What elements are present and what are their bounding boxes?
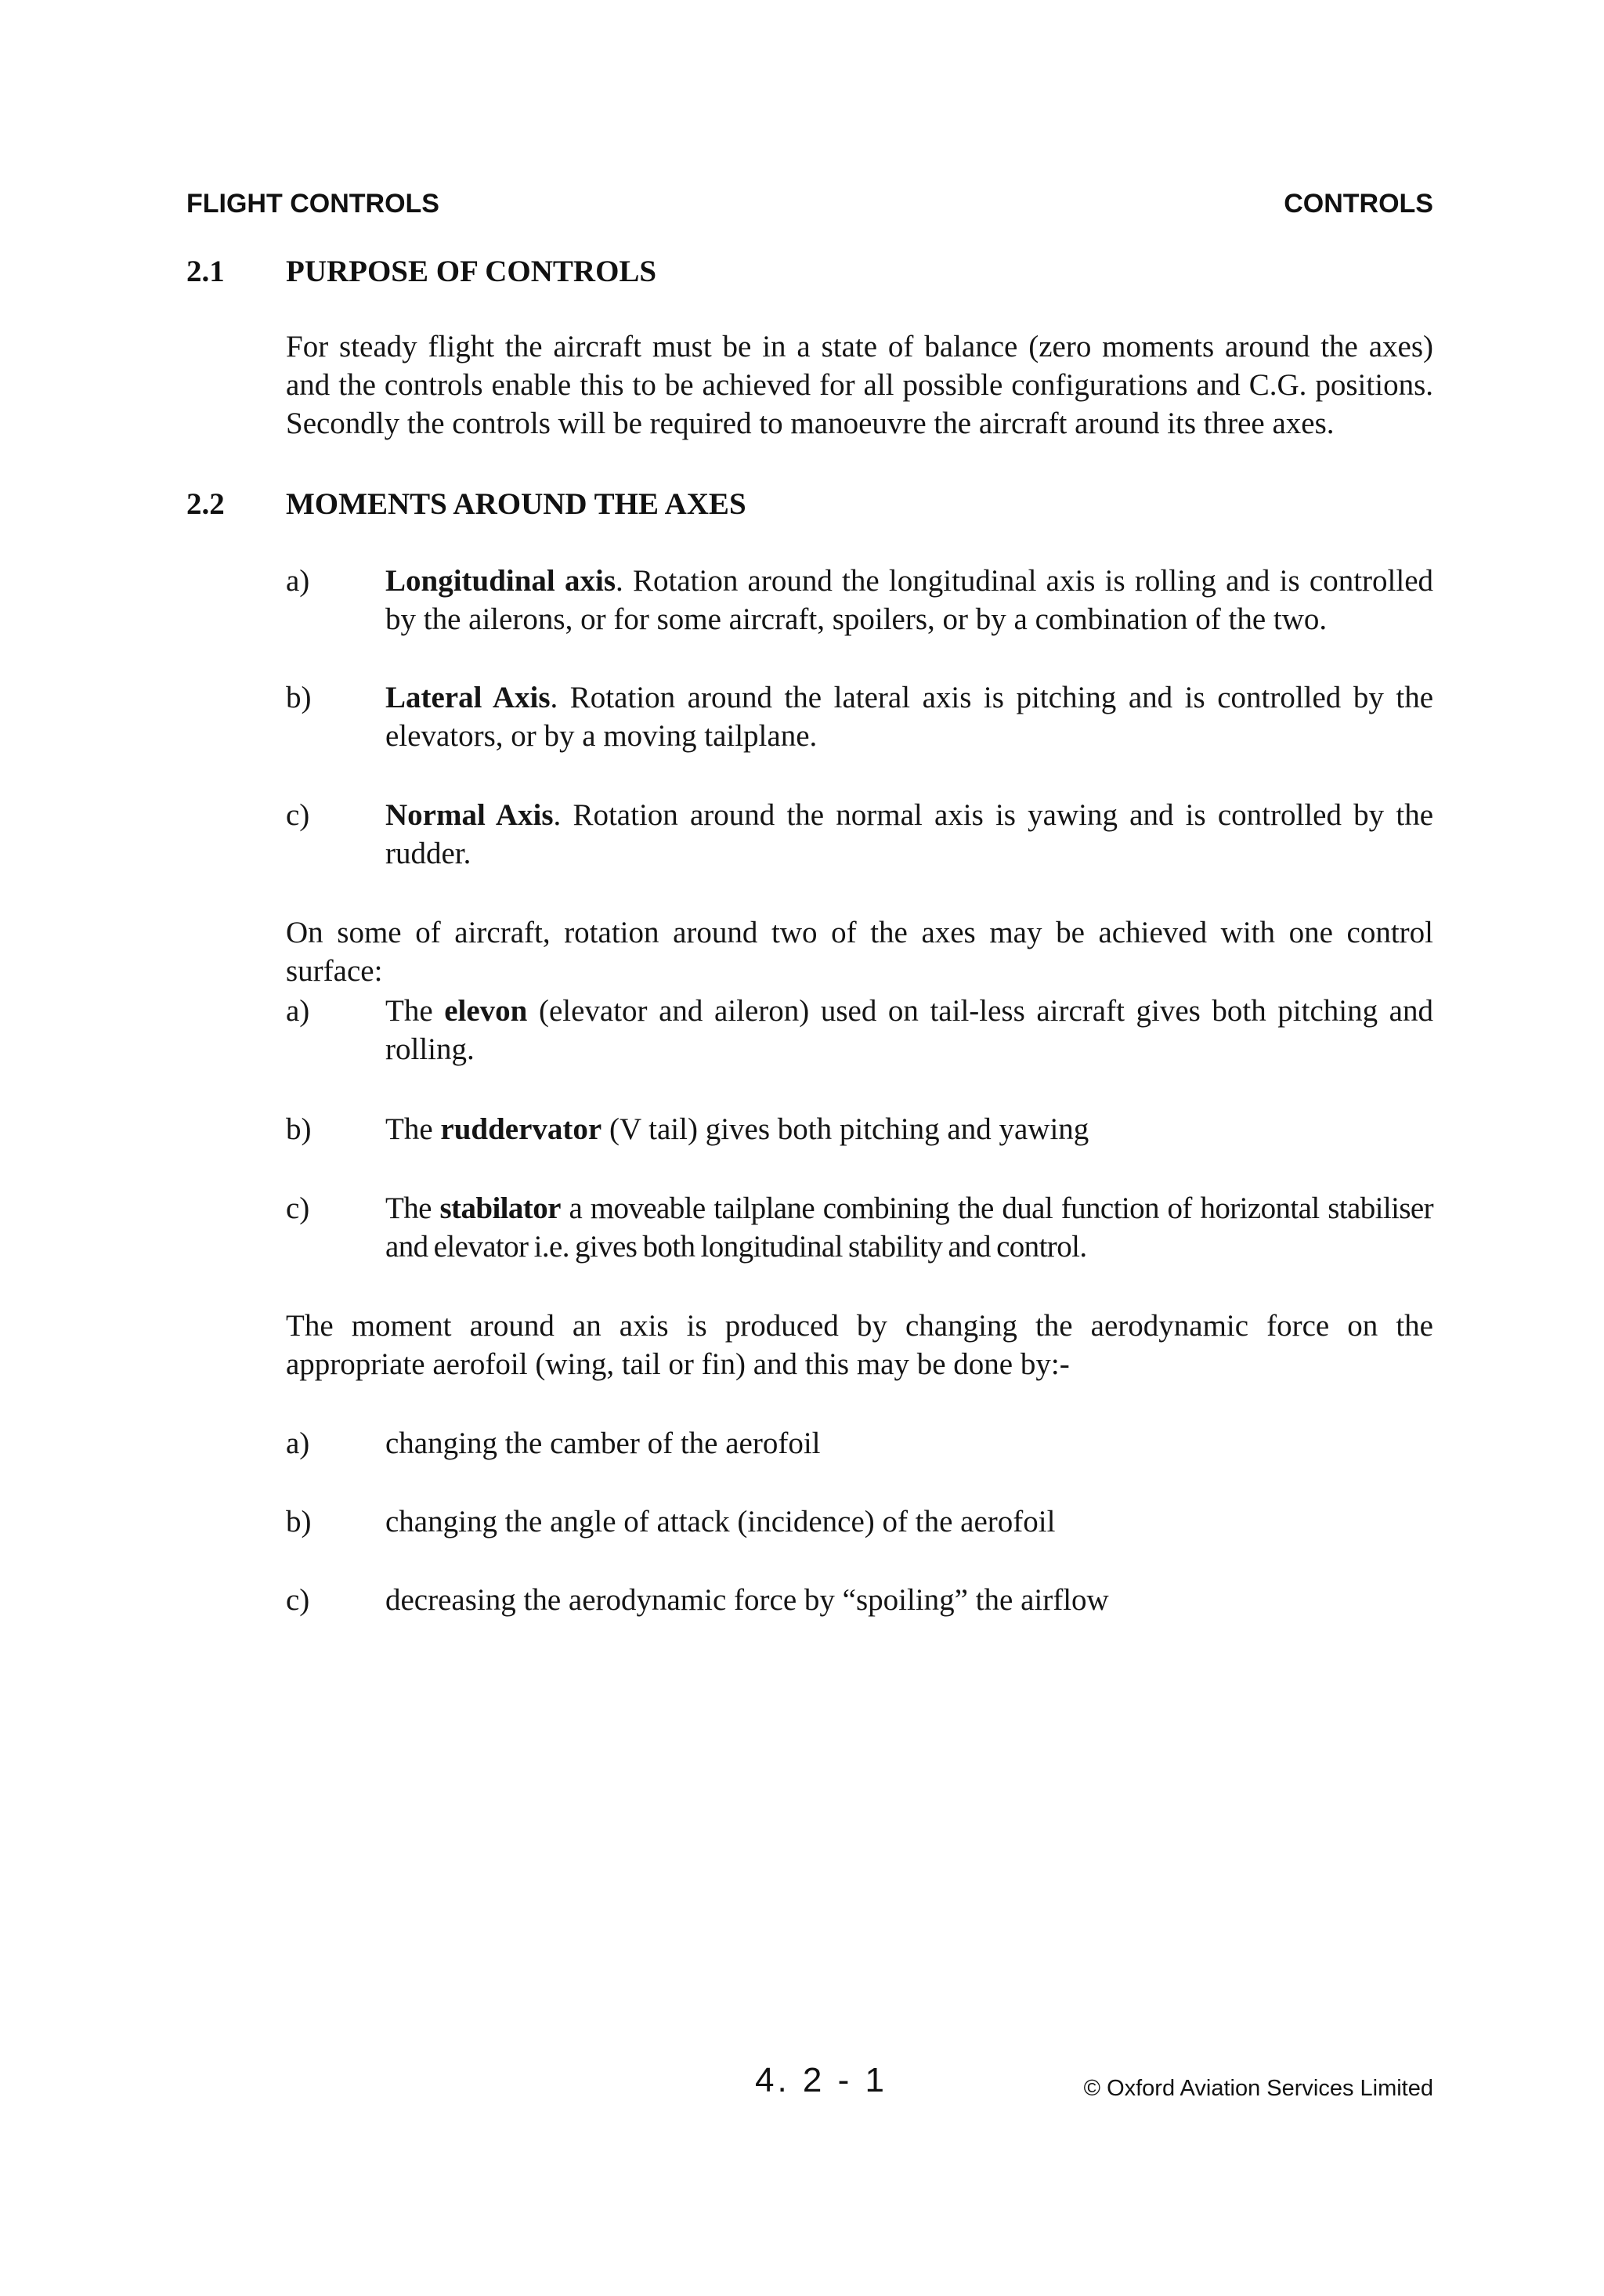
list-item-text [385, 678, 1433, 755]
section-number: 2.1 [186, 255, 225, 288]
axis-term: Lateral Axis [385, 681, 551, 714]
text-run: The [385, 1191, 440, 1225]
axis-description: . Rotation around the normal axis is yawing and is controlled by the rudder. [385, 798, 1433, 870]
list-marker: a) [286, 1426, 310, 1460]
section-title: PURPOSE OF CONTROLS [286, 255, 657, 288]
list-item-text [385, 1110, 1433, 1148]
text-run: The [385, 994, 445, 1028]
axis-description: . Rotation around the lateral axis is pitching and is controlled by the elevators, or by a moving tailplane. [385, 681, 1433, 753]
copyright-notice: © Oxford Aviation Services Limited [1083, 2076, 1433, 2101]
list-item-text: changing the angle of attack (incidence) of the aerofoil [385, 1505, 1056, 1539]
section-number: 2.2 [186, 487, 225, 521]
list-marker: c) [286, 798, 310, 832]
list-item-text [385, 562, 1433, 638]
running-header [186, 186, 1433, 221]
list-item-text [385, 796, 1433, 873]
text-run: (elevator and aileron) used on tail-less aircraft gives both pitching and rolling. [385, 994, 1433, 1066]
axis-description: . Rotation around the longitudinal axis is rolling and is controlled by the ailerons, or for some aircraft, spoilers, or by a combination of the two. [385, 564, 1434, 636]
section-title: MOMENTS AROUND THE AXES [286, 487, 746, 521]
list-marker: a) [286, 564, 310, 598]
axis-term: Normal Axis [385, 798, 554, 832]
list-marker: c) [286, 1583, 310, 1617]
axis-term: Longitudinal axis [385, 564, 616, 598]
list-marker: c) [286, 1191, 310, 1225]
section-heading-2-1 [186, 252, 1433, 291]
text-run: a moveable tailplane combining the dual function of horizontal stabiliser and elevator i.e. gives both longitudinal stability and control. [385, 1191, 1434, 1264]
text-run: (V tail) gives both pitching and yawing [602, 1112, 1089, 1146]
header-chapter-title: FLIGHT CONTROLS [186, 189, 439, 219]
list-marker: b) [286, 681, 312, 714]
text-run: The [385, 1112, 441, 1146]
list-marker: a) [286, 994, 310, 1028]
surface-term: ruddervator [440, 1112, 602, 1146]
surface-term: stabilator [439, 1191, 561, 1225]
list-item-text: changing the camber of the aerofoil [385, 1426, 821, 1460]
surface-term: elevon [444, 994, 528, 1028]
list-item-text [385, 1189, 1433, 1266]
moment-production-intro: The moment around an axis is produced by changing the aerodynamic force on the appropriate aerofoil (wing, tail or fin) and this may be done by:- [286, 1309, 1433, 1381]
purpose-paragraph: For steady flight the aircraft must be in a state of balance (zero moments around the axes) and the controls enable this to be achieved for all possible configurations and C.G. positions. Secondly the controls will be required to manoeuvre the aircraft around its three axes. [286, 330, 1433, 440]
section-heading-2-2 [186, 485, 1433, 524]
list-item-text: decreasing the aerodynamic force by “spoiling” the airflow [385, 1583, 1109, 1617]
page-number: 4. 2 - 1 [755, 2061, 887, 2099]
list-marker: b) [286, 1112, 312, 1146]
list-marker: b) [286, 1505, 312, 1539]
list-item-text [385, 992, 1433, 1068]
header-section-title: CONTROLS [1284, 189, 1433, 219]
combined-surfaces-intro: On some of aircraft, rotation around two of the axes may be achieved with one control surface: [286, 916, 1433, 988]
